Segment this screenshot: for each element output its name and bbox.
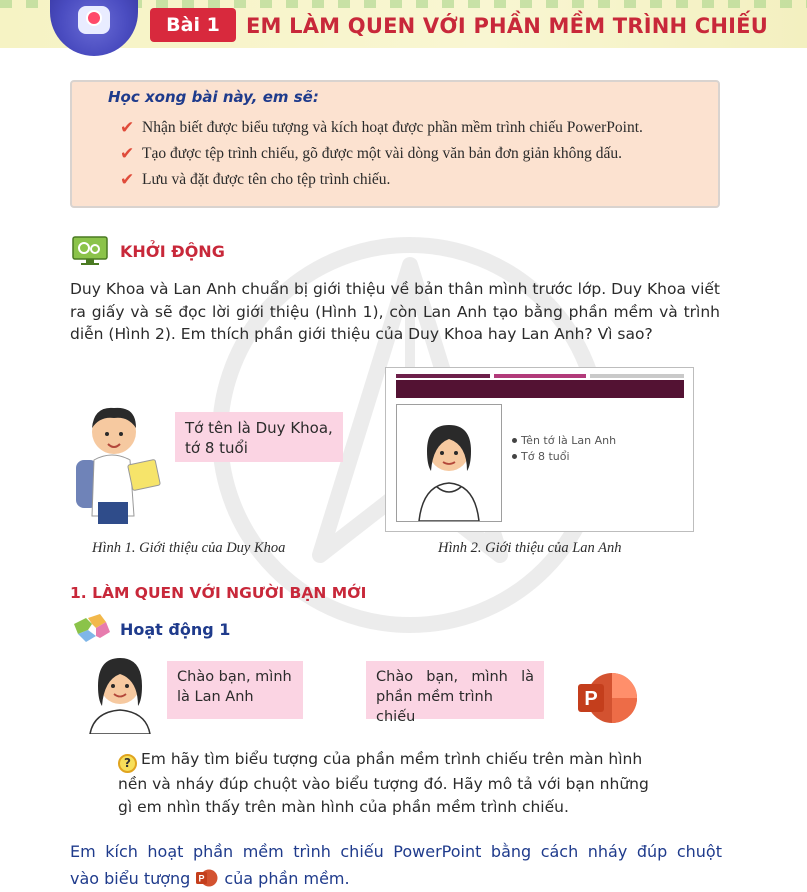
question-line: nền và nháy đúp chuột vào biểu tượng đó. Hãy mô tả với bạn những: [118, 775, 649, 793]
bubble-line: là Lan Anh: [177, 689, 254, 705]
slide-bullet: [512, 450, 570, 463]
monitor-gears-icon: [72, 236, 108, 266]
objective-text: Nhận biết được biểu tượng và kích hoạt được phần mềm trình chiếu PowerPoint.: [142, 119, 643, 136]
question-text: Em hãy tìm biểu tượng của phần mềm trình chiếu trên màn hình: [141, 750, 643, 768]
girl-illustration: [82, 648, 158, 734]
inline-ppt-letter: P: [198, 873, 205, 884]
slide-accent-bar: [494, 374, 586, 378]
question-line: gì em nhìn thấy trên màn hình của phần mềm trình chiếu.: [118, 798, 569, 816]
powerpoint-speech-bubble: [366, 661, 544, 725]
slide-bullet-text: Tên tớ là Lan Anh: [521, 434, 617, 447]
warmup-text: Duy Khoa và Lan Anh chuẩn bị giới thiệu về bản thân mình trước lớp. Duy Khoa viết ra giấy và sẽ đọc lời giới thiệu (Hình 1), còn Lan Anh tạo bằng phần mềm và trình diễn (Hình 2). Em thích phần giới thiệu của Duy Khoa hay Lan Anh? Vì sao?: [70, 280, 720, 343]
boy-speech-bubble: [175, 412, 343, 462]
checkmark-icon: ✔: [120, 170, 135, 190]
powerpoint-logo-icon: [578, 672, 638, 724]
bubble-word: là: [521, 669, 534, 685]
bubble-word: Chào: [376, 669, 414, 685]
question-mark-icon: ?: [118, 754, 137, 773]
activity-title: Hoạt động 1: [120, 620, 231, 639]
bubble-line: [376, 667, 534, 687]
girl-portrait-image: [397, 405, 501, 521]
bullet-icon: [512, 438, 517, 443]
conclusion-text-part: của phần mềm.: [224, 869, 350, 888]
slide-bullet: [512, 434, 616, 447]
checkmark-icon: ✔: [120, 118, 135, 138]
girl-speech-bubble: [167, 661, 303, 719]
conclusion-line: [70, 869, 350, 888]
bubble-line: phần mềm trình chiếu: [376, 689, 493, 725]
slide-accent-bar: [396, 374, 490, 378]
bubble-line: tớ 8 tuổi: [185, 439, 248, 457]
question-block: [118, 748, 678, 819]
slide-accent-bar: [590, 374, 684, 378]
checkmark-icon: ✔: [120, 144, 135, 164]
bullet-icon: [512, 454, 517, 459]
lesson-tag: Bài 1: [150, 8, 236, 42]
boy-illustration: [72, 398, 172, 528]
objective-text: Tạo được tệp trình chiếu, gõ được một vài dòng văn bản đơn giản không dấu.: [142, 145, 623, 162]
slide-title-bar: [396, 380, 684, 398]
puzzle-icon: [70, 610, 112, 646]
bubble-line: Tớ tên là Duy Khoa,: [185, 419, 333, 437]
warmup-title: KHỞI ĐỘNG: [120, 242, 225, 261]
slide-photo: [396, 404, 502, 522]
bubble-word: mình: [471, 669, 508, 685]
robot-eye-icon: [86, 10, 102, 26]
objective-item: [120, 116, 643, 140]
objectives-title: Học xong bài này, em sẽ:: [108, 88, 319, 106]
slide-bullet-text: Tớ 8 tuổi: [521, 450, 570, 463]
question-line: [118, 748, 678, 773]
figure2-caption: Hình 2. Giới thiệu của Lan Anh: [438, 540, 622, 556]
objective-text: Lưu và đặt được tên cho tệp trình chiếu.: [142, 171, 391, 188]
ppt-logo-letter: P: [584, 688, 598, 710]
conclusion-line: Em kích hoạt phần mềm trình chiếu PowerPoint bằng cách nháy đúp chuột: [70, 842, 722, 861]
figure1-caption: Hình 1. Giới thiệu của Duy Khoa: [92, 540, 286, 556]
bubble-line: Chào bạn, mình: [177, 669, 292, 685]
objective-item: [120, 142, 622, 166]
section-title: 1. LÀM QUEN VỚI NGƯỜI BẠN MỚI: [70, 584, 367, 602]
conclusion-text-part: vào biểu tượng: [70, 869, 191, 888]
lesson-title: EM LÀM QUEN VỚI PHẦN MỀM TRÌNH CHIẾU: [246, 14, 768, 38]
bubble-word: bạn,: [426, 669, 459, 685]
powerpoint-inline-icon: [196, 869, 218, 887]
objective-item: [120, 168, 390, 192]
